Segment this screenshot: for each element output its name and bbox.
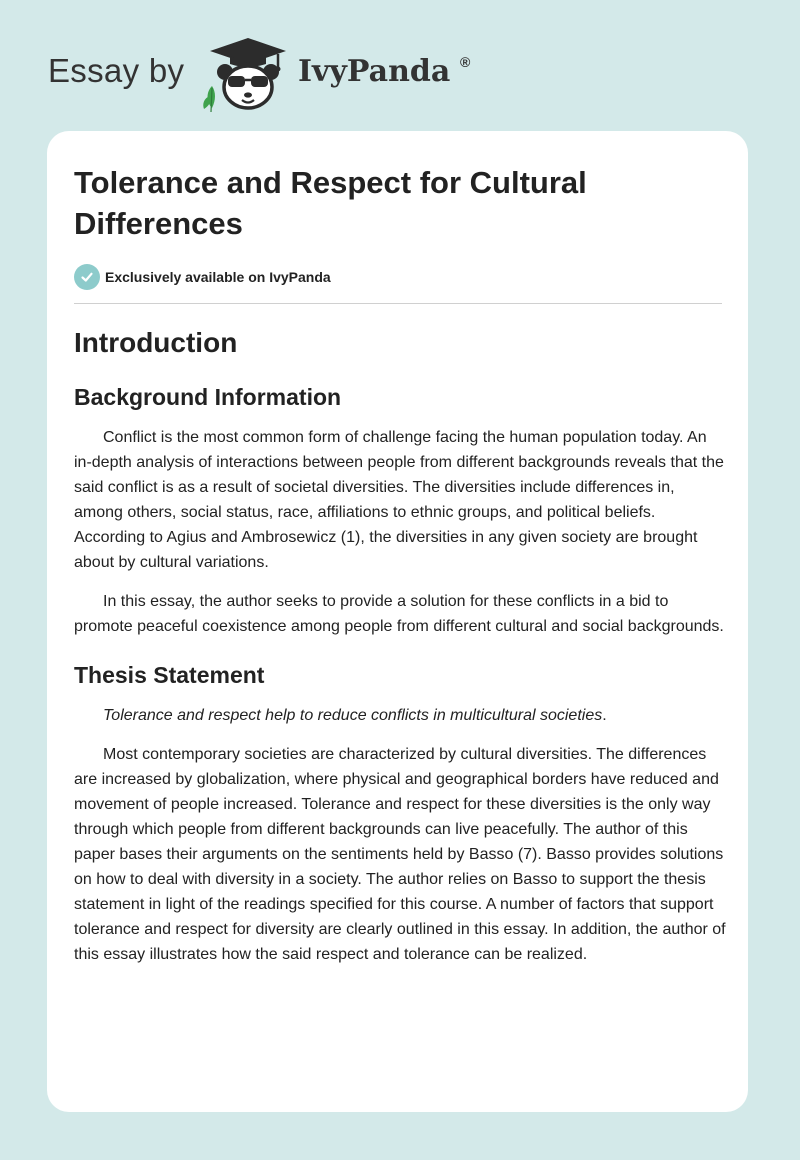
section-heading-introduction: Introduction xyxy=(74,327,238,358)
thesis-statement-period: . xyxy=(602,707,607,724)
paragraph: Conflict is the most common form of challenge facing the human population today. An in-depth analysis of interactions between people from different backgrounds reveals that the said conflict is as a result of societal diversities. The diversities include differences in, among others, social status, race, affiliations to ethnic groups, and political beliefs. According to Agius and Ambrosewicz (1), the diversities in any given society are brought about by cultural variations. xyxy=(74,429,724,571)
subsection-heading-thesis: Thesis Statement xyxy=(74,662,265,688)
thesis-statement xyxy=(74,703,726,728)
site-header xyxy=(48,34,508,114)
thesis-statement-text: Tolerance and respect help to reduce conflicts in multicultural societies xyxy=(103,707,603,724)
essay-card xyxy=(47,131,748,1112)
paragraph: Most contemporary societies are characterized by cultural diversities. The differences are increased by globalization, where physical and geographical borders have reduced and movement of people increased. Tolerance and respect for these diversities is the only way through which people from different backgrounds can live peacefully. The author of this paper bases their arguments on the sentiments held by Basso (7). Basso provides solutions on how to deal with diversity in a society. The author relies on Basso to support the thesis statement in light of the readings specified for this course. A number of factors that support tolerance and respect for diversity are clearly outlined in this essay. In addition, the author of this essay illustrates how the said respect and tolerance can be realized. xyxy=(74,746,726,963)
brand-prefix: Essay by xyxy=(48,52,185,89)
check-circle-icon xyxy=(74,264,100,290)
registered-mark: ® xyxy=(460,54,471,70)
panda-logo-icon[interactable] xyxy=(200,34,296,114)
exclusive-badge xyxy=(74,264,331,290)
brand-name[interactable]: IvyPanda xyxy=(298,54,451,89)
badge-text: Exclusively available on IvyPanda xyxy=(105,269,331,285)
essay-body xyxy=(74,321,726,967)
subsection-heading-background: Background Information xyxy=(74,384,342,410)
paragraph: In this essay, the author seeks to provide a solution for these conflicts in a bid to promote peaceful coexistence among people from different cultural and social backgrounds. xyxy=(74,593,724,635)
essay-title: Tolerance and Respect for Cultural Differences xyxy=(74,165,587,241)
divider xyxy=(74,303,722,304)
